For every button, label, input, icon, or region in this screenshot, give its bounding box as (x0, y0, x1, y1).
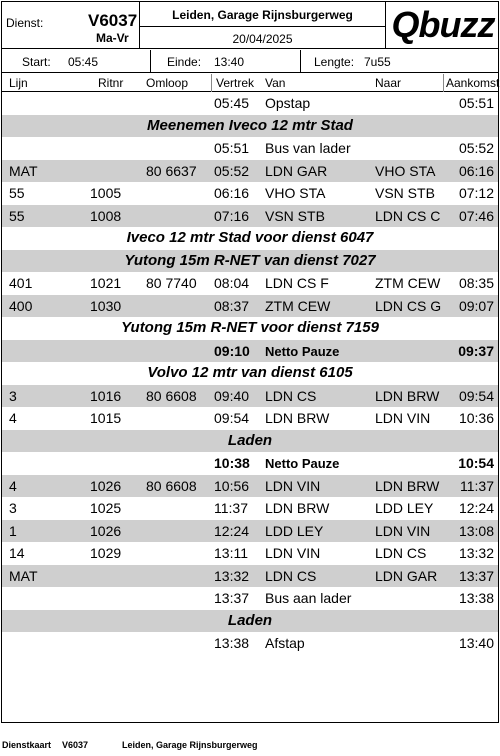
naar-cell: ZTM CEW (375, 275, 441, 291)
aankomst-cell: 11:37 (460, 477, 494, 494)
trip-row (2, 587, 498, 610)
vertrek-cell: 09:10 (214, 342, 250, 359)
naar-cell: LDN CS (375, 545, 427, 561)
vertrek-cell: 11:37 (214, 500, 248, 516)
van-cell: LDN BRW (265, 500, 330, 516)
trip-row (2, 632, 498, 655)
aankomst-cell: 05:52 (458, 140, 494, 156)
aankomst-cell: 12:24 (458, 500, 494, 516)
aankomst-cell: 13:40 (458, 635, 494, 651)
header-times (2, 50, 498, 73)
ritnr-cell: 1015 (90, 410, 122, 426)
start-label: Start: (22, 55, 51, 69)
van-cell: Netto Pauze (265, 343, 340, 359)
naar-cell: VSN STB (375, 185, 435, 201)
omloop-cell: 80 6637 (146, 162, 197, 179)
aankomst-cell: 13:37 (458, 567, 494, 584)
divider (300, 50, 301, 73)
vertrek-cell: 13:37 (214, 590, 250, 606)
aankomst-cell: 13:38 (458, 590, 494, 606)
van-cell: LDN VIN (265, 477, 321, 494)
aankomst-cell: 06:16 (458, 162, 494, 179)
naar-cell: LDN VIN (375, 522, 431, 539)
section-title-row (2, 250, 498, 273)
van-cell: Afstap (265, 635, 305, 651)
aankomst-cell: 08:35 (458, 275, 494, 291)
qbuzz-logo: Qbuzz (391, 4, 495, 45)
lijn-cell: 4 (9, 477, 17, 494)
trip-row (2, 92, 498, 115)
section-title: Laden (227, 431, 273, 449)
lijn-cell: MAT (9, 162, 38, 179)
section-title-row (2, 227, 498, 250)
aankomst-cell: 10:36 (458, 410, 494, 426)
garage-name: Leiden, Garage Rijnsburgerweg (172, 8, 353, 22)
van-cell: LDD LEY (265, 522, 324, 539)
vertrek-cell: 06:16 (214, 185, 250, 201)
naar-cell: LDN CS C (375, 207, 441, 224)
van-cell: LDN CS (265, 567, 317, 584)
pause-row (2, 340, 498, 363)
aankomst-cell: 09:37 (458, 342, 494, 359)
col-naar: Naar (375, 76, 402, 90)
pause-row (2, 452, 498, 475)
lijn-cell: 4 (9, 410, 17, 426)
col-aankomst: Aankomst (446, 76, 500, 90)
omloop-cell: 80 7740 (146, 275, 197, 291)
trip-row (2, 520, 498, 543)
aankomst-cell: 07:12 (458, 185, 494, 201)
trip-row (2, 407, 498, 430)
section-title: Laden (227, 611, 273, 629)
ritnr-cell: 1026 (90, 477, 122, 494)
ritnr-cell: 1025 (90, 500, 122, 516)
lijn-cell: 55 (9, 185, 25, 201)
van-cell: VSN STB (265, 207, 325, 224)
divider (150, 50, 151, 73)
aankomst-cell: 09:07 (458, 297, 494, 314)
lijn-cell: 401 (9, 275, 33, 291)
van-cell: LDN GAR (265, 162, 328, 179)
col-vertrek: Vertrek (216, 76, 255, 90)
van-cell: Opstap (265, 95, 311, 111)
section-title-row (2, 430, 498, 453)
van-cell: Netto Pauze (265, 456, 340, 471)
lijn-cell: 1 (9, 522, 17, 539)
naar-cell: LDN BRW (375, 477, 440, 494)
van-cell: Bus van lader (265, 140, 351, 156)
dienst-days: Ma-Vr (96, 31, 129, 45)
van-cell: LDN CS F (265, 275, 329, 291)
naar-cell: VHO STA (375, 162, 436, 179)
lijn-cell: 3 (9, 500, 17, 516)
divider (385, 2, 386, 49)
aankomst-cell: 09:54 (458, 387, 494, 404)
van-cell: LDN VIN (265, 545, 321, 561)
van-cell: LDN BRW (265, 410, 330, 426)
footer-number: V6037 (62, 740, 89, 750)
dienstkaart (1, 1, 499, 723)
section-title: Yutong 15m R-NET van dienst 7027 (124, 251, 376, 269)
aankomst-cell: 13:32 (458, 545, 494, 561)
trip-row (2, 385, 498, 408)
vertrek-cell: 13:38 (214, 635, 250, 651)
section-title-row (2, 115, 498, 138)
van-cell: VHO STA (265, 185, 326, 201)
dienst-number: V6037 (88, 11, 138, 30)
vertrek-cell: 10:38 (214, 455, 250, 471)
end-value: 13:40 (214, 55, 245, 69)
aankomst-cell: 07:46 (458, 207, 494, 224)
vertrek-cell: 07:16 (214, 207, 250, 224)
trip-row (2, 542, 498, 565)
ritnr-cell: 1021 (90, 275, 122, 291)
lijn-cell: 55 (9, 207, 25, 224)
trip-row (2, 272, 498, 295)
footer-garage: Leiden, Garage Rijnsburgerweg (122, 740, 258, 750)
column-header (2, 74, 498, 92)
vertrek-cell: 09:54 (214, 410, 250, 426)
trip-row (2, 497, 498, 520)
ritnr-cell: 1016 (90, 387, 122, 404)
naar-cell: LDN BRW (375, 387, 440, 404)
vertrek-cell: 05:51 (214, 140, 250, 156)
header-top (2, 2, 498, 49)
vertrek-cell: 08:37 (214, 297, 250, 314)
vertrek-cell: 10:56 (214, 477, 250, 494)
divider (443, 74, 444, 92)
vertrek-cell: 05:52 (214, 162, 250, 179)
van-cell: ZTM CEW (265, 297, 331, 314)
divider (211, 74, 212, 92)
naar-cell: LDN GAR (375, 567, 438, 584)
col-lijn: Lijn (9, 76, 28, 90)
vertrek-cell: 13:32 (214, 567, 250, 584)
length-label: Lengte: (314, 55, 355, 69)
lijn-cell: 3 (9, 387, 17, 404)
omloop-cell: 80 6608 (146, 477, 197, 494)
aankomst-cell: 10:54 (458, 455, 494, 471)
footer-label: Dienstkaart (2, 740, 52, 750)
trip-row (2, 137, 498, 160)
trip-row (2, 160, 498, 183)
trip-row (2, 182, 498, 205)
lijn-cell: 14 (9, 545, 25, 561)
trip-row (2, 475, 498, 498)
section-title-row (2, 362, 498, 385)
col-ritnr: Ritnr (98, 76, 124, 90)
vertrek-cell: 12:24 (214, 522, 250, 539)
section-title: Yutong 15m R-NET voor dienst 7159 (121, 319, 379, 336)
omloop-cell: 80 6608 (146, 387, 197, 404)
trip-row (2, 295, 498, 318)
trip-row (2, 565, 498, 588)
vertrek-cell: 13:11 (214, 545, 248, 561)
lijn-cell: 400 (9, 297, 33, 314)
van-cell: Bus aan lader (265, 590, 352, 606)
trip-table (2, 92, 498, 655)
dienst-label: Dienst: (6, 16, 44, 30)
lijn-cell: MAT (9, 567, 38, 584)
vertrek-cell: 05:45 (214, 95, 250, 111)
divider (139, 26, 385, 27)
section-title: Meenemen Iveco 12 mtr Stad (147, 116, 353, 134)
aankomst-cell: 05:51 (458, 95, 494, 111)
naar-cell: LDN CS G (375, 297, 442, 314)
van-cell: LDN CS (265, 387, 317, 404)
ritnr-cell: 1008 (90, 207, 122, 224)
ritnr-cell: 1029 (90, 545, 122, 561)
end-label: Einde: (167, 55, 202, 69)
start-value: 05:45 (68, 55, 99, 69)
ritnr-cell: 1026 (90, 522, 122, 539)
ritnr-cell: 1005 (90, 185, 122, 201)
naar-cell: LDN VIN (375, 410, 431, 426)
aankomst-cell: 13:08 (458, 522, 494, 539)
length-value: 7u55 (364, 55, 391, 69)
ritnr-cell: 1030 (90, 297, 122, 314)
section-title: Volvo 12 mtr van dienst 6105 (147, 364, 353, 381)
vertrek-cell: 08:04 (214, 275, 250, 291)
col-omloop: Omloop (146, 76, 189, 90)
section-title-row (2, 317, 498, 340)
service-date: 20/04/2025 (232, 32, 293, 46)
vertrek-cell: 09:40 (214, 387, 250, 404)
naar-cell: LDD LEY (375, 500, 434, 516)
section-title-row (2, 610, 498, 633)
trip-row (2, 205, 498, 228)
col-van: Van (265, 76, 286, 90)
section-title: Iveco 12 mtr Stad voor dienst 6047 (126, 229, 374, 246)
